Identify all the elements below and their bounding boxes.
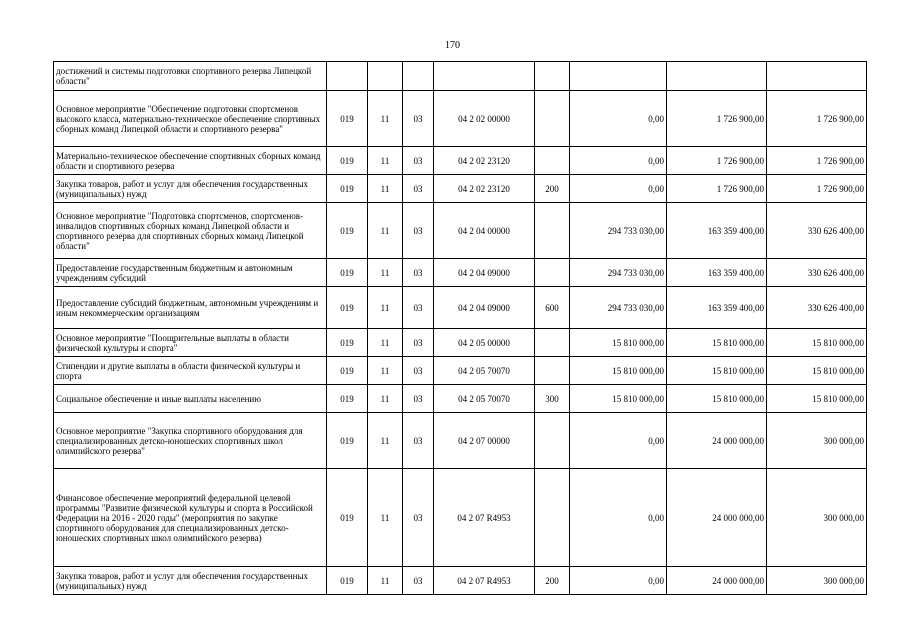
target-article-code: 04 2 02 23120	[434, 147, 535, 175]
admin-code: 019	[327, 91, 368, 147]
admin-code: 019	[327, 175, 368, 203]
target-article-code: 04 2 04 09000	[434, 259, 535, 287]
amount-3: 330 626 400,00	[767, 287, 867, 329]
section-code	[368, 62, 403, 91]
amount-1: 294 733 030,00	[570, 287, 667, 329]
amount-2: 24 000 000,00	[667, 469, 767, 567]
amount-2: 24 000 000,00	[667, 413, 767, 469]
table-row	[54, 175, 867, 203]
section-code: 11	[368, 329, 403, 357]
subsection-code	[403, 62, 434, 91]
amount-2: 1 726 900,00	[667, 175, 767, 203]
amount-3	[767, 62, 867, 91]
row-name: Основное мероприятие "Обеспечение подготовки спортсменов высокого класса, материально-техническое обеспечение спортивных сборных команд Липецкой области и спортивного резерва"	[54, 91, 327, 147]
subsection-code: 03	[403, 147, 434, 175]
expense-type-code	[535, 329, 570, 357]
amount-1: 294 733 030,00	[570, 259, 667, 287]
subsection-code: 03	[403, 259, 434, 287]
table-row	[54, 203, 867, 259]
amount-3: 330 626 400,00	[767, 203, 867, 259]
subsection-code: 03	[403, 91, 434, 147]
section-code: 11	[368, 357, 403, 385]
row-name: Предоставление государственным бюджетным и автономным учреждениям субсидий	[54, 259, 327, 287]
section-code: 11	[368, 147, 403, 175]
section-code: 11	[368, 259, 403, 287]
amount-3: 300 000,00	[767, 567, 867, 595]
admin-code: 019	[327, 469, 368, 567]
row-name: Материально-техническое обеспечение спортивных сборных команд области и спортивного резерва	[54, 147, 327, 175]
table-row	[54, 385, 867, 413]
table-row	[54, 357, 867, 385]
budget-table	[53, 61, 867, 595]
admin-code: 019	[327, 567, 368, 595]
expense-type-code	[535, 469, 570, 567]
row-name: достижений и системы подготовки спортивного резерва Липецкой области"	[54, 62, 327, 91]
amount-2: 15 810 000,00	[667, 357, 767, 385]
admin-code: 019	[327, 287, 368, 329]
target-article-code: 04 2 07 00000	[434, 413, 535, 469]
expense-type-code	[535, 62, 570, 91]
target-article-code	[434, 62, 535, 91]
admin-code: 019	[327, 329, 368, 357]
row-name: Основное мероприятие "Поощрительные выплаты в области физической культуры и спорта"	[54, 329, 327, 357]
section-code: 11	[368, 175, 403, 203]
expense-type-code: 600	[535, 287, 570, 329]
target-article-code: 04 2 07 R4953	[434, 469, 535, 567]
amount-1	[570, 62, 667, 91]
target-article-code: 04 2 05 00000	[434, 329, 535, 357]
row-name: Предоставление субсидий бюджетным, автономным учреждениям и иным некоммерческим организациям	[54, 287, 327, 329]
amount-3: 15 810 000,00	[767, 385, 867, 413]
amount-2: 15 810 000,00	[667, 385, 767, 413]
target-article-code: 04 2 07 R4953	[434, 567, 535, 595]
subsection-code: 03	[403, 329, 434, 357]
row-name: Закупка товаров, работ и услуг для обеспечения государственных (муниципальных) нужд	[54, 175, 327, 203]
expense-type-code	[535, 147, 570, 175]
amount-2: 1 726 900,00	[667, 147, 767, 175]
row-name: Основное мероприятие "Закупка спортивного оборудования для специализированных детско-юношеских спортивных школ олимпийского резерва"	[54, 413, 327, 469]
amount-1: 0,00	[570, 469, 667, 567]
amount-2: 24 000 000,00	[667, 567, 767, 595]
target-article-code: 04 2 05 70070	[434, 357, 535, 385]
target-article-code: 04 2 04 00000	[434, 203, 535, 259]
amount-3: 330 626 400,00	[767, 259, 867, 287]
admin-code	[327, 62, 368, 91]
row-name: Закупка товаров, работ и услуг для обеспечения государственных (муниципальных) нужд	[54, 567, 327, 595]
admin-code: 019	[327, 385, 368, 413]
amount-3: 1 726 900,00	[767, 91, 867, 147]
subsection-code: 03	[403, 567, 434, 595]
section-code: 11	[368, 413, 403, 469]
table-row	[54, 147, 867, 175]
section-code: 11	[368, 567, 403, 595]
row-name: Социальное обеспечение и иные выплаты населению	[54, 385, 327, 413]
table-row	[54, 91, 867, 147]
amount-3: 1 726 900,00	[767, 147, 867, 175]
amount-3: 15 810 000,00	[767, 357, 867, 385]
table-row	[54, 259, 867, 287]
target-article-code: 04 2 02 23120	[434, 175, 535, 203]
table-row	[54, 567, 867, 595]
amount-1: 0,00	[570, 567, 667, 595]
table-body	[54, 62, 867, 595]
subsection-code: 03	[403, 357, 434, 385]
expense-type-code	[535, 203, 570, 259]
amount-1: 0,00	[570, 91, 667, 147]
amount-1: 15 810 000,00	[570, 329, 667, 357]
row-name: Основное мероприятие "Подготовка спортсменов, спортсменов-инвалидов спортивных сборных команд Липецкой области и спортивного резерва для спортивных сборных команд Липецкой области"	[54, 203, 327, 259]
amount-1: 0,00	[570, 147, 667, 175]
subsection-code: 03	[403, 287, 434, 329]
table-row	[54, 413, 867, 469]
page-number: 170	[445, 40, 460, 51]
expense-type-code	[535, 259, 570, 287]
target-article-code: 04 2 02 00000	[434, 91, 535, 147]
admin-code: 019	[327, 413, 368, 469]
table-row	[54, 287, 867, 329]
amount-1: 15 810 000,00	[570, 385, 667, 413]
table-row	[54, 329, 867, 357]
section-code: 11	[368, 287, 403, 329]
subsection-code: 03	[403, 413, 434, 469]
admin-code: 019	[327, 357, 368, 385]
row-name: Финансовое обеспечение мероприятий федеральной целевой программы "Развитие физической культуры и спорта в Российской Федерации на 2016 - 2020 годы" (мероприятия по закупке спортивного оборудования для специализированных детско-юношеских спортивных школ олимпийского резерва)	[54, 469, 327, 567]
amount-3: 300 000,00	[767, 413, 867, 469]
amount-2: 163 359 400,00	[667, 259, 767, 287]
amount-3: 300 000,00	[767, 469, 867, 567]
section-code: 11	[368, 469, 403, 567]
amount-2: 163 359 400,00	[667, 203, 767, 259]
expense-type-code	[535, 91, 570, 147]
expense-type-code: 200	[535, 567, 570, 595]
expense-type-code: 300	[535, 385, 570, 413]
table-row	[54, 62, 867, 91]
target-article-code: 04 2 05 70070	[434, 385, 535, 413]
section-code: 11	[368, 91, 403, 147]
amount-1: 0,00	[570, 175, 667, 203]
subsection-code: 03	[403, 175, 434, 203]
admin-code: 019	[327, 203, 368, 259]
amount-1: 15 810 000,00	[570, 357, 667, 385]
amount-1: 0,00	[570, 413, 667, 469]
admin-code: 019	[327, 259, 368, 287]
amount-2: 15 810 000,00	[667, 329, 767, 357]
expense-type-code	[535, 413, 570, 469]
admin-code: 019	[327, 147, 368, 175]
expense-type-code: 200	[535, 175, 570, 203]
subsection-code: 03	[403, 469, 434, 567]
table-row	[54, 469, 867, 567]
amount-2	[667, 62, 767, 91]
expense-type-code	[535, 357, 570, 385]
amount-2: 1 726 900,00	[667, 91, 767, 147]
amount-2: 163 359 400,00	[667, 287, 767, 329]
amount-3: 1 726 900,00	[767, 175, 867, 203]
amount-3: 15 810 000,00	[767, 329, 867, 357]
section-code: 11	[368, 203, 403, 259]
row-name: Стипендии и другие выплаты в области физической культуры и спорта	[54, 357, 327, 385]
section-code: 11	[368, 385, 403, 413]
amount-1: 294 733 030,00	[570, 203, 667, 259]
target-article-code: 04 2 04 09000	[434, 287, 535, 329]
subsection-code: 03	[403, 385, 434, 413]
subsection-code: 03	[403, 203, 434, 259]
